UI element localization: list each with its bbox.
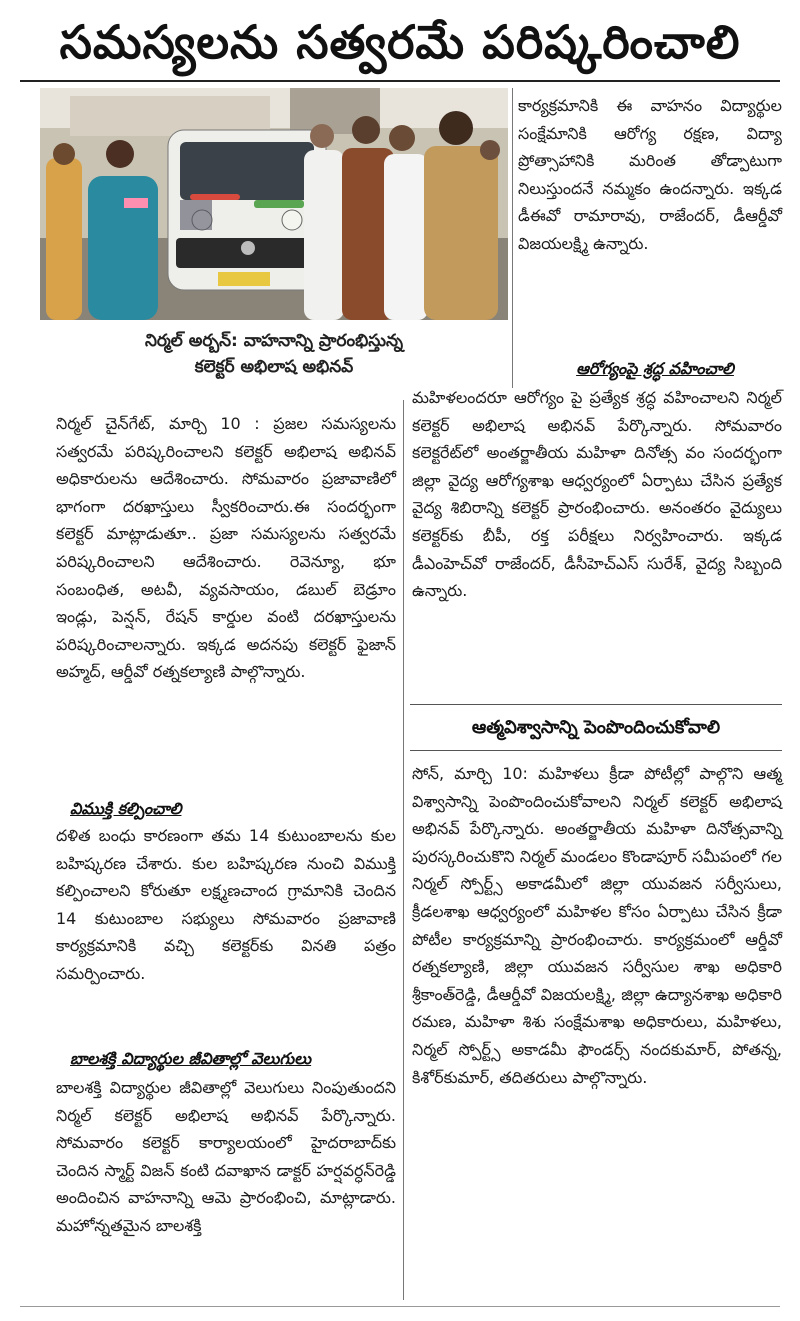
- confidence-paragraph: సోన్, మార్చి 10: మహిళలు క్రీడా పోటీల్లో పాల్గొని ఆత్మ విశ్వాసాన్ని పెంపొందించుకోవాలని నిర్మల్ కలెక్టర్ అభిలాష అభినవ్ పేర్కొన్నారు. అంతర్జాతీయ మహిళా దినోత్సవాన్ని పురస్కరించుకొని నిర్మల్ మండలం కొండాపూర్ సమీపంలో గల నిర్మల్ స్పోర్ట్స్ అకాడమీలో జిల్లా యువజన సర్వీసులు, క్రీడలశాఖ ఆధ్వర్యంలో మహిళల కోసం ఏర్పాటు చేసిన క్రీడా పోటీల కార్యక్రమాన్ని ప్రారంభించారు. కార్యక్రమంలో ఆర్డీవో రత్నకల్యాణి, జిల్లా యువజన సర్వీసుల శాఖ అధికారి శ్రీకాంత్‌రెడ్డి, డీఆర్డీవో విజయలక్ష్మి, జిల్లా ఉద్యానశాఖ అధికారి రమణ, మహిళా శిశు సంక్షేమశాఖ అధికారులు, మహిళలు, నిర్మల్ స్పోర్ట్స్ అకాడమీ ఫౌండర్స్ నందకుమార్, పోతన్న, కిశోర్‌కుమార్, తదితరులు పాల్గొన్నారు.: [412, 764, 782, 1087]
- liberation-paragraph: దళిత బంధు కారణంగా తమ 14 కుటుంబాలను కుల బహిష్కరణ చేశారు. కుల బహిష్కరణ నుంచి విముక్తి కల్పించాలని కోరుతూ లక్ష్మణచాంద గ్రామానికి చెందిన 14 కుటుంబాల సభ్యులు సోమవారం ప్రజావాణి కార్యక్రమానికి వచ్చి కలెక్టర్‌కు వినతి పత్రం సమర్పించారు.: [56, 826, 396, 983]
- confidence-heading: ఆత్మవిశ్వాసాన్ని పెంపొందించుకోవాలి: [471, 717, 721, 738]
- bottom-rule: [20, 1306, 780, 1307]
- liberation-heading: విముక్తి కల్పించాలి: [70, 799, 182, 818]
- health-paragraph: మహిళలందరూ ఆరోగ్యం పై ప్రత్యేక శ్రద్ధ వహించాలని నిర్మల్ కలెక్టర్ అభిలాష అభినవ్ పేర్కొన్నారు. సోమవారం కలెక్టరేట్‌లో అంతర్జాతీయ మహిళా దినోత్స వం సందర్భంగా జిల్లా వైద్య ఆరోగ్యశాఖ ఆధ్వర్యంలో ఏర్పాటు చేసిన ప్రత్యేక వైద్య శిబిరాన్ని కలెక్టర్ ప్రారంభించారు. అనంతరం వైద్యులు కలెక్టర్‌కు బీపీ, రక్త పరీక్షలు నిర్వహించారు. ఇక్కడ డీఎంహెచ్‌వో రాజేందర్, డీసీహెచ్ఎస్ సురేశ్, వైద్య సిబ్బంది ఉన్నారు.: [412, 388, 782, 601]
- balashakti-heading: బాలశక్తి విద్యార్థుల జీవితాల్లో వెలుగులు: [70, 1049, 312, 1068]
- balashakti-paragraph: బాలశక్తి విద్యార్థుల జీవితాల్లో వెలుగులు నింపుతుందని నిర్మల్ కలెక్టర్ అభిలాష అభినవ్ పేర్కొన్నారు. సోమవారం కలెక్టర్ కార్యాలయంలో హైదరాబాద్‌కు చెందిన స్మార్ట్ విజన్ కంటి దవాఖాన డాక్టర్ హర్షవర్ధన్‌రెడ్డి అందించిన వాహనాన్ని ఆమె ప్రారంభించి, మాట్లాడారు. మహోన్నతమైన బాలశక్తి: [56, 1078, 396, 1235]
- photo-caption-line2: కలెక్టర్ అభిలాష అభినవ్: [194, 357, 354, 377]
- news-photo: [40, 88, 508, 320]
- vehicle: [168, 130, 326, 290]
- confidence-top-rule: [410, 704, 782, 705]
- photo-caption: [40, 328, 508, 380]
- photo-column-divider: [512, 88, 513, 388]
- headline: సమస్యలను సత్వరమే పరిష్కరించాలి: [59, 15, 741, 69]
- photo-caption-line1: నిర్మల్ అర్బన్: వాహనాన్ని ప్రారంభిస్తున్న: [144, 331, 404, 351]
- confidence-bottom-rule: [410, 750, 782, 751]
- right-top-paragraph: కార్యక్రమానికి ఈ వాహనం విద్యార్థుల సంక్షేమానికి ఆరోగ్య రక్షణ, విద్యా ప్రోత్సాహానికి మరింత తోడ్పాటుగా నిలుస్తుందనే నమ్మకం ఉందన్నారు. ఇక్కడ డీఈవో రామారావు, రాజేందర్, డీఆర్డీవో విజయలక్ష్మి ఉన్నారు.: [518, 96, 782, 253]
- main-story-paragraph: నిర్మల్ చైన్‌గేట్, మార్చి 10 : ప్రజల సమస్యలను సత్వరమే పరిష్కరించాలని కలెక్టర్ అభిలాష అభినవ్ అధికారులను ఆదేశించారు. సోమవారం ప్రజావాణిలో భాగంగా దరఖాస్తులు స్వీకరించారు.ఈ సందర్భంగా కలెక్టర్ మాట్లాడుతూ.. ప్రజా సమస్యలను సత్వరమే పరిష్కరించాలని ఆదేశించారు. రెవెన్యూ, భూ సంబంధిత, అటవీ, వ్యవసాయం, డబుల్ బెడ్రూం ఇండ్లు, పెన్షన్, రేషన్ కార్డుల వంటి దరఖాస్తులను పరిష్కరించాలన్నారు. ఇక్కడ అదనపు కలెక్టర్ ఫైజాన్ అహ్మద్, ఆర్డీవో రత్నకల్యాణి పాల్గొన్నారు.: [56, 414, 396, 682]
- headline-rule: [20, 80, 780, 82]
- column-divider: [403, 400, 404, 1300]
- health-heading: ఆరోగ్యంపై శ్రద్ధ వహించాలి: [576, 359, 734, 378]
